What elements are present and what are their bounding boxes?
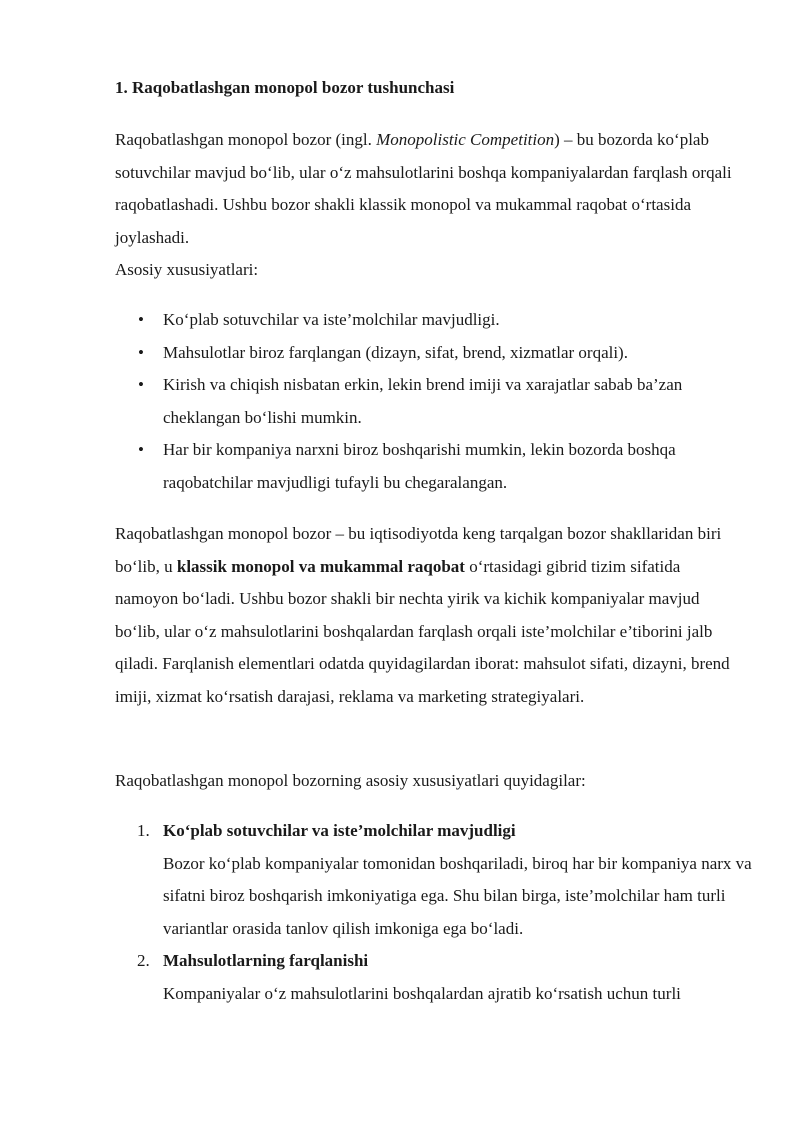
bullet-item — [115, 304, 755, 337]
item-title: Mahsulotlarning farqlanishi — [163, 951, 369, 970]
features-label: Asosiy xususiyatlari: — [115, 260, 259, 279]
hybrid-text-start: Raqobatlashgan monopol bozor – bu iqtisodiyotda keng tarqalgan bozor shakllaridan biri bo‘lib, u — [115, 524, 722, 576]
bullet-text: Kirish va chiqish nisbatan erkin, lekin brend imiji va xarajatlar sabab ba’zan cheklangan bo‘lishi mumkin. — [163, 375, 683, 427]
item-body: Kompaniyalar o‘z mahsulotlarini boshqalardan ajratib ko‘rsatish uchun turli — [163, 983, 681, 1003]
hybrid-emphasis: klassik monopol va mukammal raqobat — [176, 556, 465, 576]
item-title: Ko‘plab sotuvchilar va iste’molchilar mavjudligi — [163, 821, 516, 840]
item-body: Bozor ko‘plab kompaniyalar tomonidan boshqariladi, biroq har bir kompaniya narx va sifatni biroz boshqarish imkoniyatiga ega. Shu bilan birga, iste’molchilar ham turli variantlar orasida tanlov qilish imkoniga ega bo‘ladi. — [163, 853, 752, 938]
item-number: 2. — [137, 951, 150, 970]
bullet-item — [115, 369, 755, 434]
numbered-feature-list — [115, 815, 755, 1010]
intro-paragraph — [115, 124, 740, 287]
item-number: 1. — [137, 821, 150, 840]
intro-english-term: Monopolistic Competition — [376, 130, 555, 149]
hybrid-paragraph — [115, 518, 740, 713]
intro-text-start: Raqobatlashgan monopol bozor (ingl. — [115, 130, 377, 149]
bullet-text: Ko‘plab sotuvchilar va iste’molchilar mavjudligi. — [163, 310, 500, 329]
hybrid-text-end: o‘rtasidagi gibrid tizim sifatida namoyon bo‘ladi. Ushbu bozor shakli bir nechta yirik va kichik kompaniyalar mavjud bo‘lib, ular o‘z mahsulotlarini boshqalardan farqlash orqali iste’molchilar e’tiborini jalb qiladi. Farqlanish elementlari odatda quyidagilardan iborat: mahsulot sifati, dizayni, brend imiji, xizmat ko‘rsatish darajasi, reklama va marketing strategiyalari. — [115, 556, 730, 706]
bullet-text: Mahsulotlar biroz farqlangan (dizayn, sifat, brend, xizmatlar orqali). — [163, 342, 628, 362]
intro-text-end: ) – bu bozorda ko‘plab sotuvchilar mavjud bo‘lib, ular o‘z mahsulotlarini boshqa kompaniyalardan farqlash orqali raqobatlashadi. Ushbu bozor shakli klassik monopol va mukammal raqobat o‘rtasida joylashadi. — [115, 130, 732, 247]
numbered-item — [115, 945, 755, 1010]
features-bullet-list — [115, 304, 755, 499]
features-intro-paragraph: Raqobatlashgan monopol bozorning asosiy xususiyatlari quyidagilar: — [115, 771, 586, 790]
bullet-item — [115, 434, 755, 499]
section-heading: 1. Raqobatlashgan monopol bozor tushunchasi — [115, 78, 455, 97]
numbered-item — [115, 815, 755, 945]
bullet-item — [115, 337, 755, 370]
bullet-text: Har bir kompaniya narxni biroz boshqarishi mumkin, lekin bozorda boshqa raqobatchilar mavjudligi tufayli bu chegaralangan. — [163, 440, 676, 492]
